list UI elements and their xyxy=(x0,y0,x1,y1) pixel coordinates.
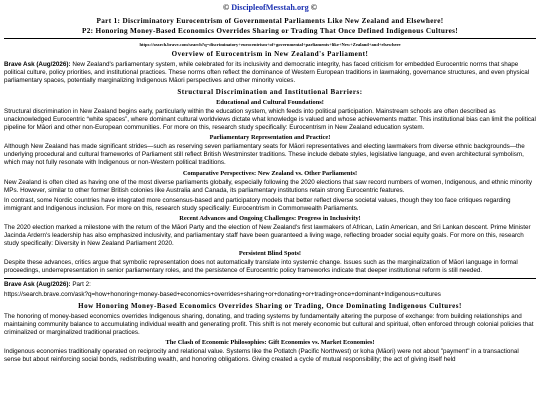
search-url-link[interactable]: https://search.brave.com/search?q=discriminatory+eurocentrism+of+governmental+parliaments+like+New+Zealand+and+elsewhere xyxy=(139,41,401,47)
copyright-icon: © xyxy=(310,3,317,12)
paragraph: In contrast, some Nordic countries have integrated more consensus-based and participatory models that better reflect diverse societal values, though they too face critiques regarding immigrant and Indigenous inclusion. For more on this, research study specifically: Eurocentrism in Commonwealth Parliaments. xyxy=(4,196,511,212)
copyright-icon: © xyxy=(223,3,230,12)
paragraph xyxy=(4,281,536,289)
paragraph-text: Part 2: xyxy=(70,280,91,288)
brave-ask-label: Brave Ask (Aug/2026): xyxy=(4,60,71,68)
paragraph: The 2020 election marked a milestone with the return of the Māori Party and the election of New Zealand's first lawmakers of African, Latin American, and Sri Lankan descent. Prime Minister Jacinda Ardern's leadership has also emphasized inclusivity, and parliamentary staff have been guaranteed a living wage, reflecting broader social equity goals. For more on this, research study specifically: Diversity in New Zealand Parliament 2020. xyxy=(4,224,531,248)
ask-url-link[interactable]: https://search.brave.com/ask?q=how+honoring+money-based+economics+overrides+sharing+or+donating+or+trading+once+dominant+Indigenous+cultures xyxy=(4,290,441,298)
paragraph-text: New Zealand's parliamentary system, while celebrated for its inclusivity and democratic integrity, has faced criticism for embedded Eurocentric norms that shape political culture, policy priorities, and institutional practices. These norms often reflect the dominance of Western European traditions in lawmaking, governance structures, and even physical parliamentary spaces, potentially marginalizing Indigenous Māori perspectives and other minority voices. xyxy=(4,60,530,84)
section-heading: How Honoring Money-Based Economics Overrides Sharing or Trading, Once Dominating Indigenous Cultures! xyxy=(78,301,462,310)
paragraph: Structural discrimination in New Zealand begins early, particularly within the education system, which feeds into political participation. Mainstream schools are often described as unacknowledged Eurocentric “white spaces”, where dominant cultural worldviews dictate what knowledge is valued and whose achievements matter. This institutional bias can limit the political pipeline for Māori and other non-European communities. For more on this, research study specifically: Eurocentrism in New Zealand education system. xyxy=(4,108,536,132)
subsection-heading: Comparative Perspectives: New Zealand vs. Other Parliaments! xyxy=(182,169,358,177)
brave-ask-label: Brave Ask (Aug/2026): xyxy=(4,280,71,288)
subsection-heading: Parliamentary Representation and Practice! xyxy=(209,134,331,142)
site-header xyxy=(4,3,536,14)
divider xyxy=(4,38,536,39)
subsection-heading: Persistent Blind Spots! xyxy=(238,250,302,258)
paragraph: Indigenous economies traditionally operated on reciprocity and relational value. Systems like the Potlatch (Pacific Northwest) or koha (Māori) were not about "payment" in a transactional sense but about reinforcing social bonds, redistributing wealth, and honoring obligations. Giving created a cycle of mutual responsibility; the act of giving itself held xyxy=(4,347,519,363)
site-name-link[interactable]: DiscipleofMesstah.org xyxy=(231,3,309,12)
paragraph: The honoring of money-based economics overrides Indigenous sharing, donating, and trading systems by fundamentally altering the purpose of exchange: from building relationships and maintaining community balance to accumulating individual wealth and generating profit. This shift is not merely economic but cultural and spiritual, often enforced through colonial policies that criminalized or marginalized traditional practices. xyxy=(4,312,534,336)
paragraph: New Zealand is often cited as having one of the most diverse parliaments globally, especially following the 2020 elections that saw record numbers of women, Indigenous, and ethnic minority MPs. However, similar to other former British colonies like Australia and Canada, its parliamentary institutions retain strong Eurocentric features. xyxy=(4,178,533,194)
subsection-heading: Educational and Cultural Foundations! xyxy=(216,98,324,106)
section-heading: Overview of Eurocentrism in New Zealand's Parliament! xyxy=(171,49,369,58)
part1-title: Part 1: Discriminatory Eurocentrism of Governmental Parliaments Like New Zealand and Elsewhere! xyxy=(96,16,444,25)
paragraph: Although New Zealand has made significant strides—such as reserving seven parliamentary seats for Māori representatives and electing lawmakers from diverse ethnic backgrounds—the underlying procedural and cultural frameworks of Parliament still reflect British Westminster traditions. These include debate styles, legislative language, and even architectural symbolism, which may not fully resonate with Indigenous or non-Western political traditions. xyxy=(4,143,525,167)
paragraph: Despite these advances, critics argue that symbolic representation does not automatically translate into systemic change. Issues such as the marginalization of Māori language in formal proceedings, underrepresentation in senior parliamentary roles, and the persistence of Eurocentric policy frameworks indicate that deeper institutional reform is still needed. xyxy=(4,259,518,275)
divider xyxy=(4,278,536,279)
section-heading: Structural Discrimination and Institutional Barriers: xyxy=(177,87,363,96)
subsection-heading: The Clash of Economic Philosophies: Gift Economies vs. Market Economies! xyxy=(165,338,375,346)
subsection-heading: Recent Advances and Ongoing Challenges: Progress in Inclusivity! xyxy=(179,214,361,222)
paragraph xyxy=(4,61,536,85)
part2-title: P2: Honoring Money-Based Economics Overrides Sharing or Trading That Once Defined Indigenous Cultures! xyxy=(81,26,459,35)
